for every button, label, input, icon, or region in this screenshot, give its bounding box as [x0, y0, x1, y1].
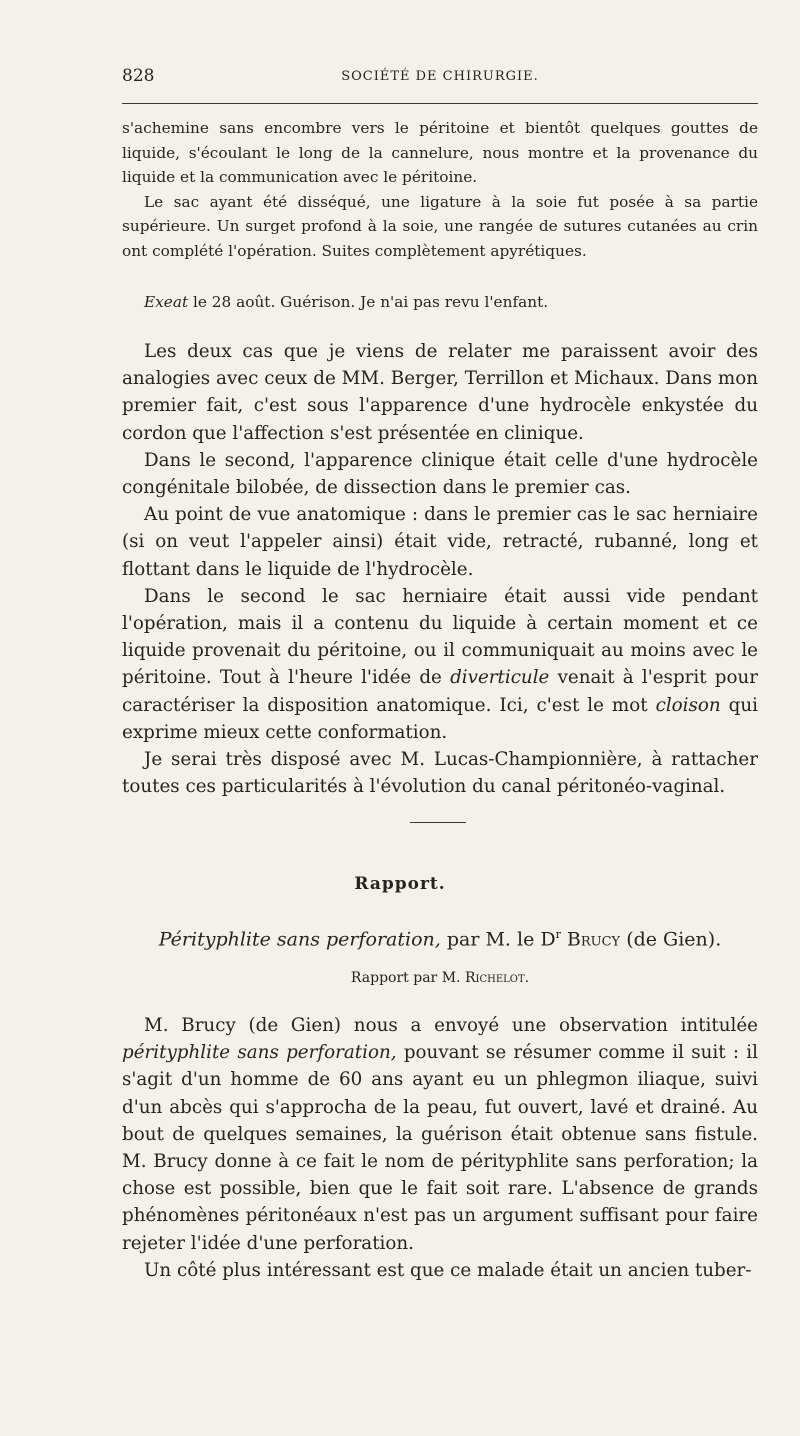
paragraph-report-summary: M. Brucy (de Gien) nous a envoyé une observation intitulée pérityphlite sans perforation, pouvant se résumer comme il suit : il s'agit d'un homme de 60 ans ayant eu un phlegmon iliaque, suivi d'un abcès qui s'approcha de la peau, fut ouvert, lavé et drainé. Au bout de quelques semaines, la guérison était obtenue sans fistule. M. Brucy donne à ce fait le nom de pérityphlite sans perforation; la chose est possible, bien que le fait soit rare. L'absence de grands phénomènes péritonéaux n'est pas un argument suffisant pour faire rejeter l'idée d'une perforation. [122, 1015, 758, 1254]
report-block [122, 1012, 758, 1284]
term-perityphlite: pérityphlite sans perforation, [122, 1042, 397, 1064]
page-number: 828 [122, 66, 155, 86]
report-title-author: Brucy [566, 928, 621, 951]
small-text-block [122, 116, 758, 263]
discussion-block [122, 338, 758, 800]
paragraph-anatomy: Au point de vue anatomique : dans le premier cas le sac herniaire (si on veut l'appeler ainsi) était vide, retracté, rubanné, long et flottant dans le liquide de l'hydrocèle. [122, 504, 758, 580]
exeat-word: Exeat [144, 293, 189, 311]
term-cloison: cloison [655, 694, 721, 716]
paragraph-second-case: Dans le second, l'apparence clinique était celle d'une hydrocèle congénitale bilobée, de dissection dans le premier cas. [122, 449, 758, 499]
section-divider [410, 822, 466, 823]
exeat-text: le 28 août. Guérison. Je n'ai pas revu l'enfant. [188, 293, 549, 311]
paragraph-sac: Dans le second le sac herniaire était aussi vide pendant l'opération, mais il a contenu du liquide à certain moment et ce liquide provenait du péritoine, ou il communiquait au moins avec le péritoine. Tout à l'heure l'idée de diverticule venait à l'esprit pour caractériser la disposition anatomique. Ici, c'est le mot cloison qui exprime mieux cette conformation. [122, 585, 759, 743]
reporter-name: Richelot. [464, 970, 530, 986]
page-header [122, 66, 758, 90]
paragraph-report-tuberculosis: Un côté plus intéressant est que ce malade était un ancien tuber- [144, 1259, 752, 1281]
paragraph-continuation: s'achemine sans encombre vers le péritoine et bientôt quelques gouttes de liquide, s'écoulant le long de la cannelure, nous montre et la provenance du liquide et la communication avec le péritoine. [122, 119, 758, 186]
paragraph-exeat [122, 290, 758, 315]
exeat-block [122, 290, 758, 315]
paragraph-ligature: Le sac ayant été disséqué, une ligature à la soie fut posée à sa partie supérieure. Un surget profond à la soie, une rangée de sutures cutanées au crin ont complété l'opération. Suites complètement apyrétiques. [122, 192, 758, 260]
paragraph-conclusion: Je serai très disposé avec M. Lucas-Championnière, à rattacher toutes ces particularités à l'évolution du canal péritonéo-vaginal. [122, 749, 758, 798]
running-title: SOCIÉTÉ DE CHIRURGIE. [341, 69, 539, 84]
paragraph-analogies: Les deux cas que je viens de relater me paraissent avoir des analogies avec ceux de MM. Berger, Terrillon et Michaux. Dans mon premier fait, c'est sous l'apparence d'une hydrocèle enkystée du cordon que l'affection s'est présentée en clinique. [122, 341, 758, 444]
term-diverticule: diverticule [450, 667, 550, 689]
report-byline: Rapport par M. Richelot. [350, 970, 530, 986]
section-heading: Rapport. [354, 874, 446, 894]
header-rule [122, 103, 758, 104]
report-title: Pérityphlite sans perforation, par M. le $D^r$ Brucy (de Gien). [158, 928, 722, 951]
